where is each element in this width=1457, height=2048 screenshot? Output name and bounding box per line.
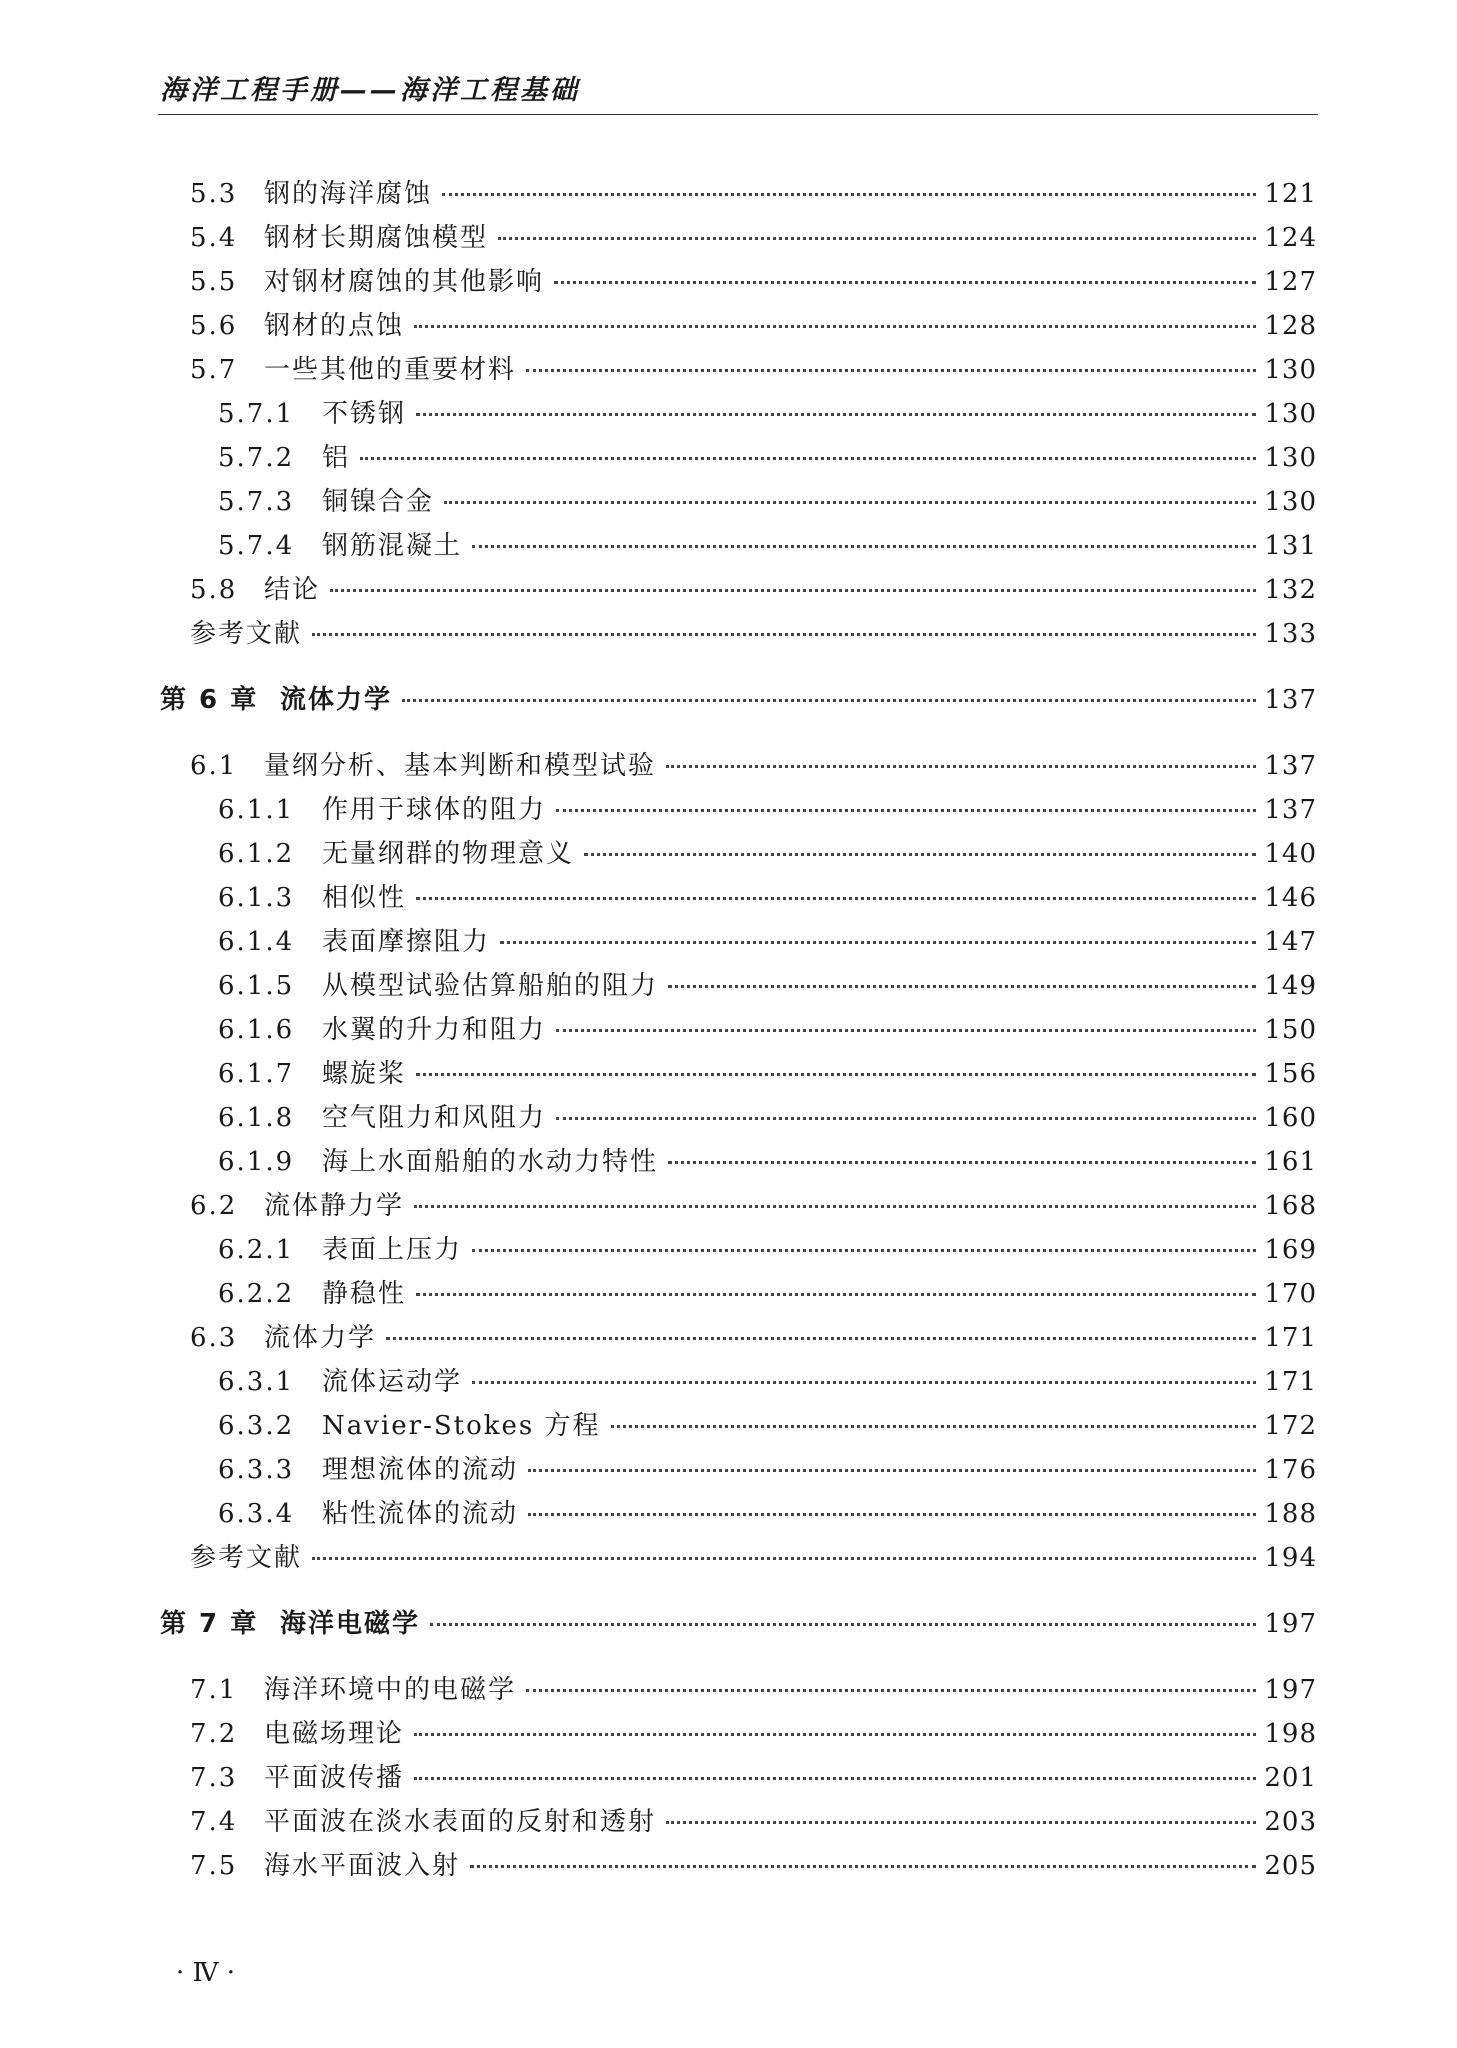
dot-leader	[668, 1161, 1256, 1164]
toc-entry[interactable]	[218, 1010, 1317, 1050]
dot-leader	[528, 1513, 1256, 1516]
toc-entry-page: 149	[1264, 971, 1317, 1001]
toc-entry-title: 电磁场理论	[264, 1719, 405, 1749]
toc-entry-page: 130	[1264, 399, 1317, 429]
toc-entry-page: 197	[1264, 1675, 1317, 1705]
dot-leader	[472, 545, 1256, 548]
toc-entry-title: 参考文献	[190, 1543, 303, 1573]
toc-entry-title: 量纲分析、基本判断和模型试验	[264, 751, 657, 781]
toc-entry-page: 131	[1264, 531, 1317, 561]
toc-entry-number: 第 6 章	[160, 685, 259, 715]
toc-entry-page: 140	[1264, 839, 1317, 869]
toc-entry-number: 6.1	[190, 751, 238, 781]
toc-entry-title: 钢材的点蚀	[264, 311, 405, 341]
toc-references-entry[interactable]	[190, 1538, 1317, 1578]
dot-leader	[330, 589, 1256, 592]
toc-entry-title: 结论	[264, 575, 321, 605]
toc-entry-page: 137	[1264, 751, 1317, 781]
toc-entry-title: 平面波在淡水表面的反射和透射	[264, 1807, 657, 1837]
dot-leader	[666, 765, 1256, 768]
toc-references-entry[interactable]	[190, 614, 1317, 654]
toc-entry[interactable]	[190, 1758, 1317, 1798]
dot-leader	[526, 1689, 1256, 1692]
toc-entry-title: 平面波传播	[264, 1763, 405, 1793]
toc-entry-number: 6.1.4	[218, 927, 295, 957]
toc-entry-title: 流体运动学	[322, 1367, 463, 1397]
toc-entry-page: 124	[1264, 223, 1317, 253]
toc-entry[interactable]	[218, 966, 1317, 1006]
toc-entry-title: 钢筋混凝土	[322, 531, 463, 561]
toc-entry-page: 130	[1264, 443, 1317, 473]
toc-entry-title: 参考文献	[190, 619, 303, 649]
toc-entry-title: 铝	[322, 443, 351, 473]
toc-entry-page: 128	[1264, 311, 1317, 341]
toc-entry-page: 203	[1264, 1807, 1317, 1837]
toc-entry[interactable]	[190, 1318, 1317, 1358]
toc-entry[interactable]	[218, 834, 1317, 874]
toc-entry-title: 钢材长期腐蚀模型	[264, 223, 489, 253]
toc-entry[interactable]	[218, 1274, 1317, 1314]
toc-entry-page: 160	[1264, 1103, 1317, 1133]
toc-entry-number: 6.2.2	[218, 1279, 295, 1309]
toc-entry[interactable]	[218, 526, 1317, 566]
toc-entry[interactable]	[218, 1406, 1317, 1446]
toc-entry-title: 空气阻力和风阻力	[322, 1103, 547, 1133]
dot-leader	[470, 1865, 1256, 1868]
dot-leader	[360, 457, 1256, 460]
toc-entry-title: 海水平面波入射	[264, 1851, 461, 1881]
toc-chapter-entry[interactable]	[160, 680, 1317, 720]
dot-leader	[442, 193, 1256, 196]
toc-entry-page: 201	[1264, 1763, 1317, 1793]
toc-entry-number: 6.1.7	[218, 1059, 295, 1089]
toc-entry[interactable]	[190, 1186, 1317, 1226]
toc-entry-title: 海洋电磁学	[280, 1609, 421, 1639]
toc-entry-page: 137	[1264, 795, 1317, 825]
toc-entry-number: 5.6	[190, 311, 238, 341]
toc-entry-title: Navier-Stokes 方程	[322, 1411, 601, 1441]
dot-leader	[414, 325, 1256, 328]
toc-entry-number: 6.1.6	[218, 1015, 295, 1045]
toc-entry-page: 133	[1264, 619, 1317, 649]
toc-entry-page: 130	[1264, 487, 1317, 517]
toc-entry[interactable]	[218, 1142, 1317, 1182]
toc-entry-title: 流体静力学	[264, 1191, 405, 1221]
toc-entry-number: 6.1.5	[218, 971, 295, 1001]
toc-entry-page: 127	[1264, 267, 1317, 297]
toc-entry-page: 169	[1264, 1235, 1317, 1265]
toc-entry[interactable]	[218, 1362, 1317, 1402]
toc-entry-number: 5.4	[190, 223, 238, 253]
toc-entry[interactable]	[218, 1054, 1317, 1094]
dot-leader	[498, 237, 1256, 240]
toc-entry[interactable]	[218, 1494, 1317, 1534]
toc-entry-title: 海洋环境中的电磁学	[264, 1675, 517, 1705]
toc-entry-number: 7.5	[190, 1851, 238, 1881]
dot-leader	[666, 1821, 1256, 1824]
toc-entry-number: 6.1.1	[218, 795, 295, 825]
toc-entry-number: 7.2	[190, 1719, 238, 1749]
toc-entry-number: 5.7	[190, 355, 238, 385]
toc-entry-title: 钢的海洋腐蚀	[264, 179, 433, 209]
toc-entry-title: 粘性流体的流动	[322, 1499, 519, 1529]
toc-entry[interactable]	[190, 1846, 1317, 1886]
dot-leader	[416, 897, 1256, 900]
dot-leader	[312, 1557, 1256, 1560]
toc-entry-number: 5.8	[190, 575, 238, 605]
toc-entry-number: 6.3.2	[218, 1411, 295, 1441]
toc-entry-title: 理想流体的流动	[322, 1455, 519, 1485]
dot-leader	[556, 1029, 1256, 1032]
toc-entry-page: 146	[1264, 883, 1317, 913]
toc-entry-page: 132	[1264, 575, 1317, 605]
toc-entry-number: 6.3.1	[218, 1367, 295, 1397]
dot-leader	[526, 369, 1256, 372]
dot-leader	[386, 1337, 1256, 1340]
toc-entry-page: 172	[1264, 1411, 1317, 1441]
toc-entry[interactable]	[190, 262, 1317, 302]
toc-entry-number: 第 7 章	[160, 1609, 259, 1639]
dot-leader	[414, 1777, 1256, 1780]
toc-entry-title: 静稳性	[322, 1279, 407, 1309]
toc-entry-title: 铜镍合金	[322, 487, 435, 517]
toc-entry-title: 无量纲群的物理意义	[322, 839, 575, 869]
toc-entry[interactable]	[218, 394, 1317, 434]
dot-leader	[472, 1249, 1256, 1252]
dot-leader	[611, 1425, 1257, 1428]
dot-leader	[402, 699, 1256, 702]
toc-entry-page: 147	[1264, 927, 1317, 957]
toc-entry-title: 表面摩擦阻力	[322, 927, 491, 957]
toc-entry[interactable]	[218, 1450, 1317, 1490]
dot-leader	[430, 1623, 1256, 1626]
dot-leader	[556, 809, 1256, 812]
toc-entry-number: 6.2.1	[218, 1235, 295, 1265]
toc-entry-number: 7.3	[190, 1763, 238, 1793]
dot-leader	[472, 1381, 1256, 1384]
toc-entry-page: 121	[1264, 179, 1317, 209]
toc-entry-number: 6.1.3	[218, 883, 295, 913]
page-number: · Ⅳ ·	[176, 1958, 236, 1988]
running-header: 海洋工程手册——海洋工程基础	[160, 75, 580, 106]
toc-entry[interactable]	[190, 1802, 1317, 1842]
toc-entry[interactable]	[218, 1098, 1317, 1138]
toc-entry-title: 不锈钢	[322, 399, 407, 429]
toc-entry-title: 一些其他的重要材料	[264, 355, 517, 385]
toc-entry-number: 6.3.4	[218, 1499, 295, 1529]
toc-entry-number: 5.3	[190, 179, 238, 209]
toc-entry[interactable]	[218, 790, 1317, 830]
dot-leader	[312, 633, 1256, 636]
toc-entry-number: 7.1	[190, 1675, 238, 1705]
toc-entry-number: 5.5	[190, 267, 238, 297]
dot-leader	[584, 853, 1256, 856]
toc-entry-number: 6.2	[190, 1191, 238, 1221]
toc-entry[interactable]	[218, 878, 1317, 918]
toc-entry-title: 相似性	[322, 883, 407, 913]
toc-entry-number: 5.7.4	[218, 531, 295, 561]
toc-entry-page: 197	[1264, 1609, 1317, 1639]
toc-entry-number: 6.1.9	[218, 1147, 295, 1177]
toc-entry[interactable]	[218, 922, 1317, 962]
toc-entry-number: 6.1.8	[218, 1103, 295, 1133]
toc-entry-title: 作用于球体的阻力	[322, 795, 547, 825]
toc-chapter-entry[interactable]	[160, 1604, 1317, 1644]
toc-entry-number: 6.1.2	[218, 839, 295, 869]
toc-entry-title: 海上水面船舶的水动力特性	[322, 1147, 659, 1177]
toc-entry-page: 198	[1264, 1719, 1317, 1749]
toc-entry-page: 170	[1264, 1279, 1317, 1309]
toc-entry[interactable]	[218, 482, 1317, 522]
toc-entry-number: 7.4	[190, 1807, 238, 1837]
toc-entry-page: 194	[1264, 1543, 1317, 1573]
toc-entry[interactable]	[218, 438, 1317, 478]
toc-entry-number: 5.7.2	[218, 443, 295, 473]
toc-entry-number: 5.7.3	[218, 487, 295, 517]
toc-entry-title: 流体力学	[280, 685, 393, 715]
dot-leader	[554, 281, 1256, 284]
dot-leader	[416, 1293, 1256, 1296]
toc-entry-page: 176	[1264, 1455, 1317, 1485]
toc-entry-page: 150	[1264, 1015, 1317, 1045]
dot-leader	[500, 941, 1256, 944]
dot-leader	[414, 1733, 1256, 1736]
toc-entry-number: 6.3	[190, 1323, 238, 1353]
toc-entry-title: 表面上压力	[322, 1235, 463, 1265]
toc-entry-title: 螺旋桨	[322, 1059, 407, 1089]
toc-entry-number: 5.7.1	[218, 399, 295, 429]
toc-entry[interactable]	[190, 218, 1317, 258]
dot-leader	[556, 1117, 1256, 1120]
dot-leader	[528, 1469, 1256, 1472]
toc-entry-page: 168	[1264, 1191, 1317, 1221]
toc-entry-page: 171	[1264, 1367, 1317, 1397]
dot-leader	[416, 1073, 1256, 1076]
toc-entry[interactable]	[190, 746, 1317, 786]
dot-leader	[414, 1205, 1256, 1208]
toc-entry[interactable]	[190, 570, 1317, 610]
toc-entry[interactable]	[190, 306, 1317, 346]
dot-leader	[444, 501, 1256, 504]
toc-entry-page: 161	[1264, 1147, 1317, 1177]
toc-entry-title: 流体力学	[264, 1323, 377, 1353]
toc-entry[interactable]	[190, 1670, 1317, 1710]
toc-entry[interactable]	[190, 350, 1317, 390]
dot-leader	[668, 985, 1256, 988]
toc-entry-title: 对钢材腐蚀的其他影响	[264, 267, 545, 297]
toc-entry-page: 156	[1264, 1059, 1317, 1089]
toc-entry-page: 137	[1264, 685, 1317, 715]
toc-entry-page: 188	[1264, 1499, 1317, 1529]
toc-entry-title: 水翼的升力和阻力	[322, 1015, 547, 1045]
toc-entry-page: 130	[1264, 355, 1317, 385]
toc-entry[interactable]	[190, 1714, 1317, 1754]
toc-entry-title: 从模型试验估算船舶的阻力	[322, 971, 659, 1001]
toc-entry-number: 6.3.3	[218, 1455, 295, 1485]
toc-entry-page: 171	[1264, 1323, 1317, 1353]
toc-entry[interactable]	[190, 174, 1317, 214]
dot-leader	[416, 413, 1256, 416]
toc-entry[interactable]	[218, 1230, 1317, 1270]
toc-entry-page: 205	[1264, 1851, 1317, 1881]
